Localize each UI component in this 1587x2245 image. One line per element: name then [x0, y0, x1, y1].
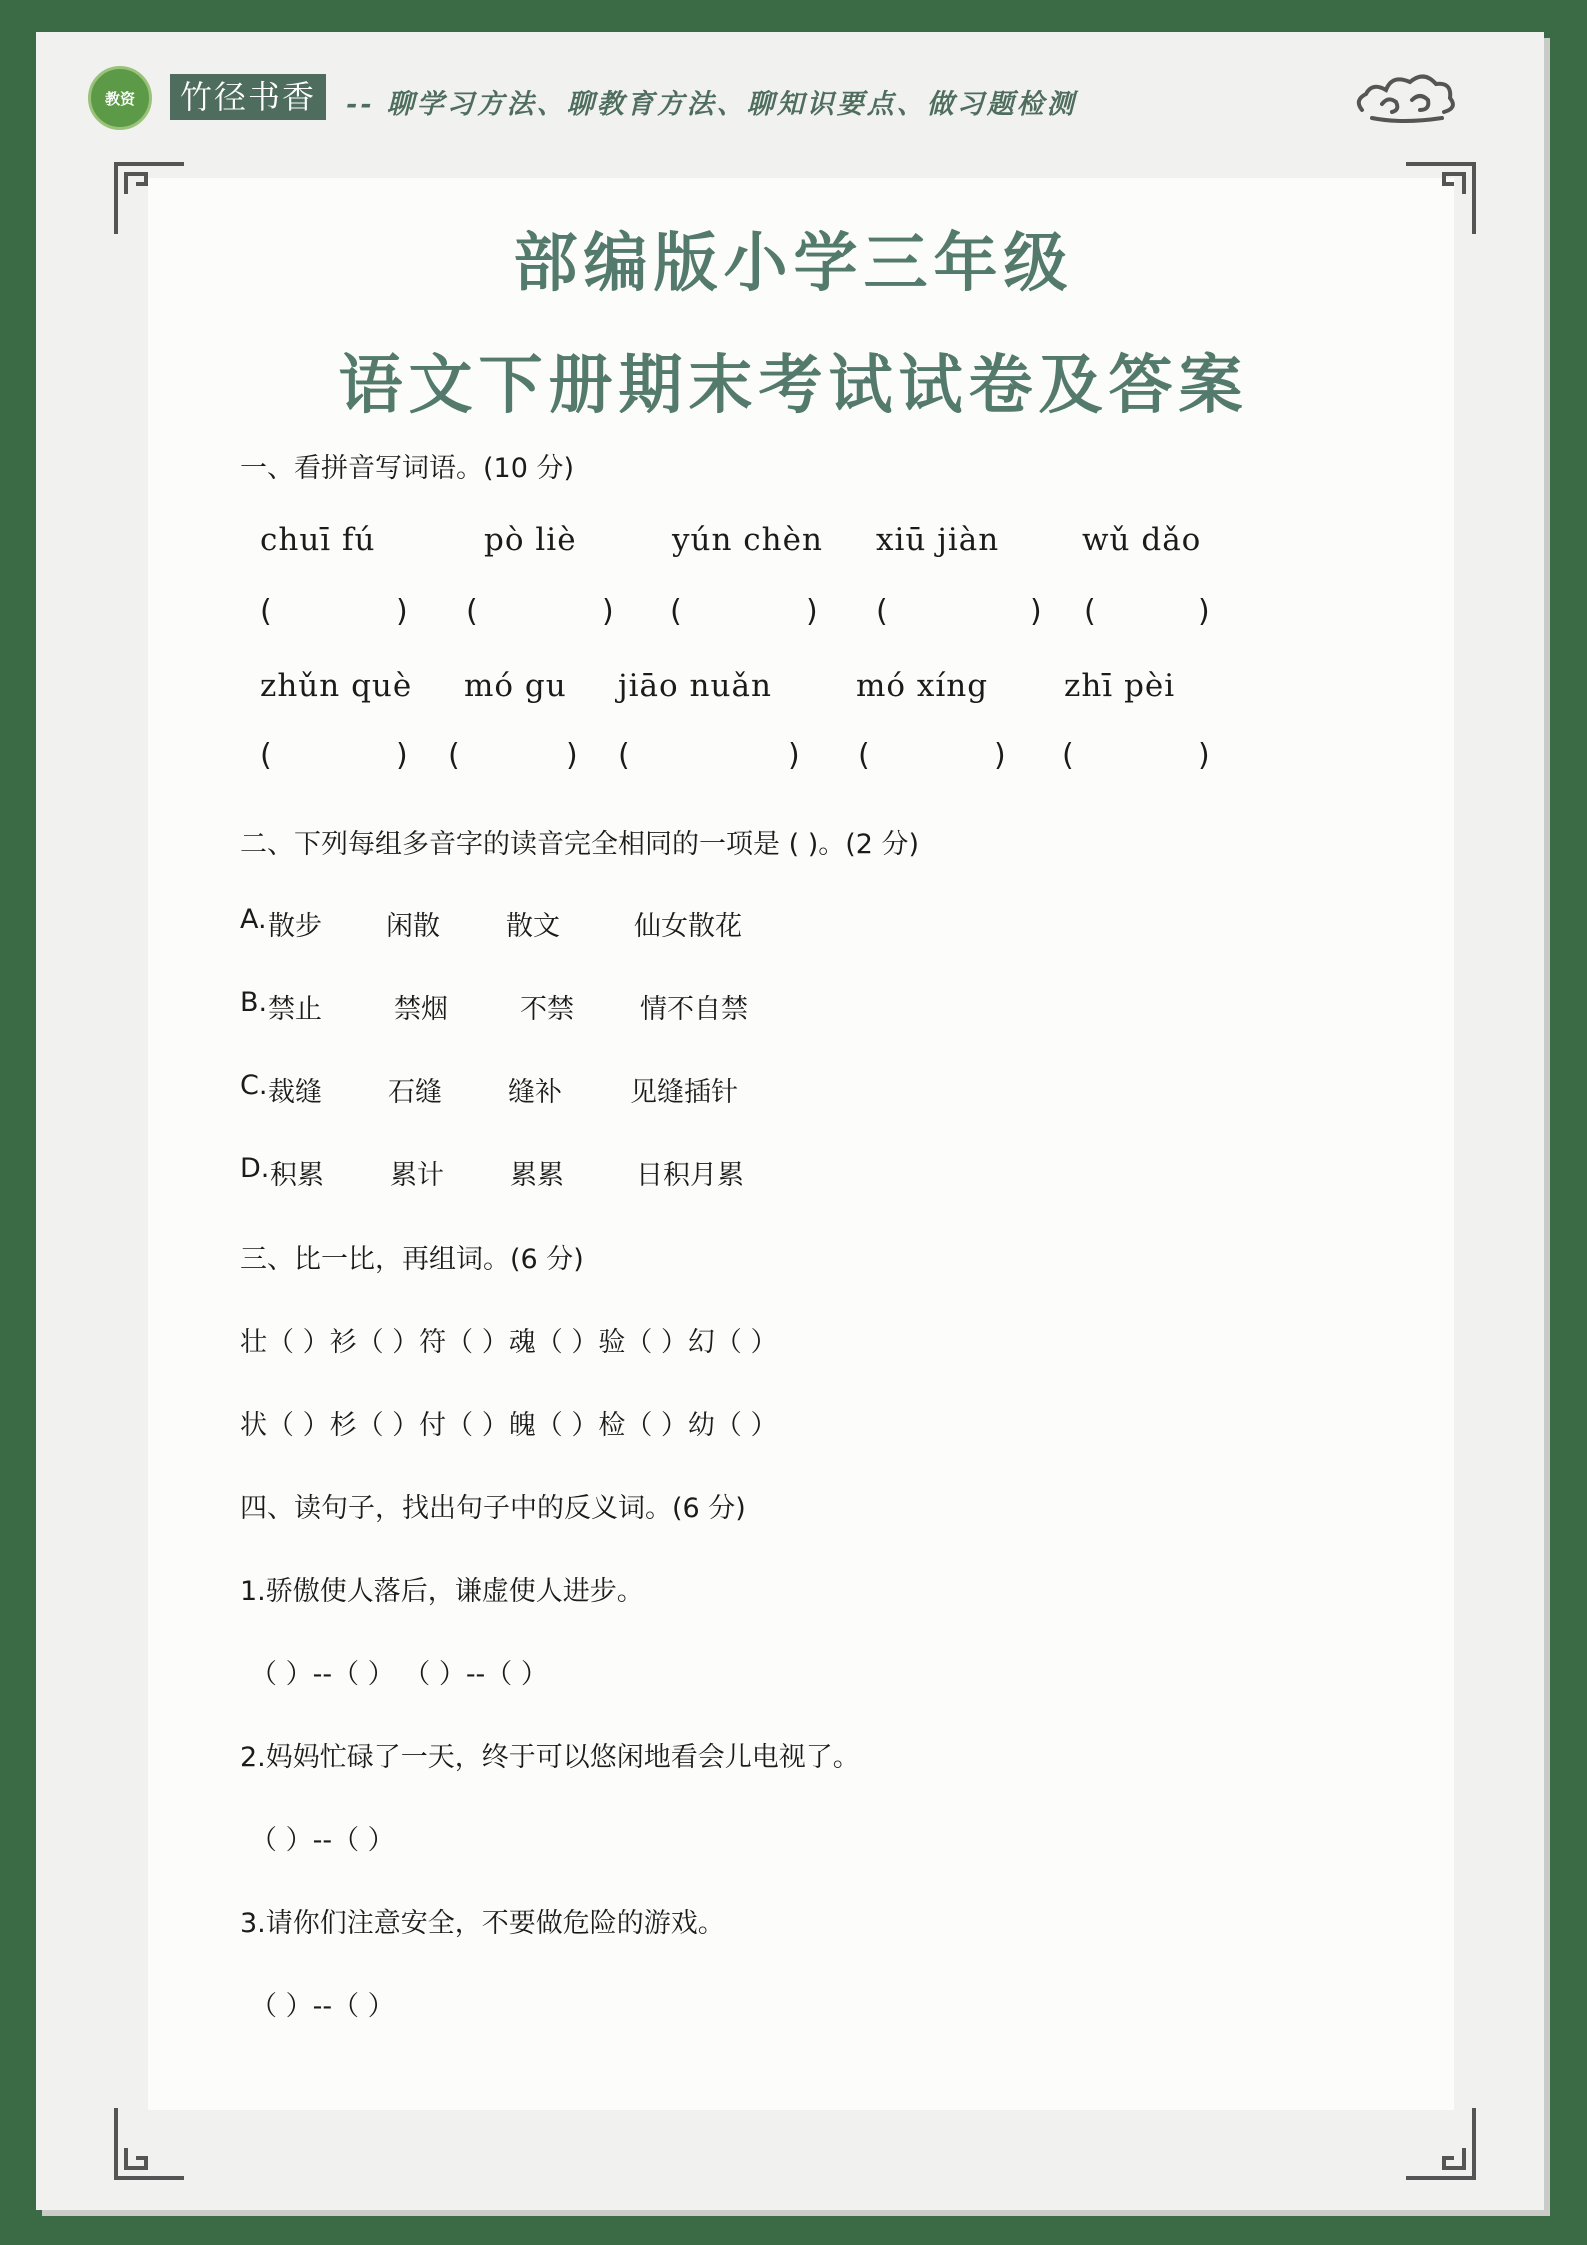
answer-paren-close-1-2: )	[602, 594, 614, 629]
corner-ornament-bottom-right-icon	[1398, 2108, 1478, 2182]
option-d-word-2: 累计	[390, 1160, 444, 1191]
pinyin-1-2: pò liè	[484, 522, 577, 558]
option-c-label: C.	[240, 1070, 268, 1101]
header-tagline: -- 聊学习方法、聊教育方法、聊知识要点、做习题检测	[346, 89, 1077, 120]
answer-paren-open-2-1: (	[260, 738, 272, 773]
q4-heading: 四、读句子，找出句子中的反义词。(6 分)	[240, 1493, 746, 1524]
answer-paren-open-2-5: (	[1062, 738, 1074, 773]
answer-paren-close-2-2: )	[566, 738, 578, 773]
pinyin-2-1: zhǔn què	[260, 668, 413, 704]
pinyin-1-4: xiū jiàn	[876, 522, 1000, 558]
q3-row-2: 状（ ）杉（ ）付（ ）魄（ ）检（ ）幼（ ）	[240, 1410, 778, 1441]
logo-text: 教资	[104, 89, 135, 108]
pinyin-2-5: zhī pèi	[1064, 668, 1176, 704]
answer-paren-open-1-2: (	[466, 594, 478, 629]
brand-name: 竹径书香	[170, 74, 326, 120]
q4-sentence-1: 1.骄傲使人落后，谦虚使人进步。	[240, 1576, 644, 1607]
answer-paren-open-1-5: (	[1084, 594, 1096, 629]
pinyin-2-2: mó gu	[464, 668, 567, 704]
option-a-word-2: 闲散	[386, 911, 440, 942]
q1-heading: 一、看拼音写词语。(10 分)	[240, 453, 575, 484]
answer-paren-open-2-3: (	[618, 738, 630, 773]
answer-paren-open-2-2: (	[448, 738, 460, 773]
pinyin-1-1: chuī fú	[260, 522, 376, 558]
answer-paren-close-1-1: )	[396, 594, 408, 629]
q4-sentence-2: 2.妈妈忙碌了一天，终于可以悠闲地看会儿电视了。	[240, 1742, 860, 1773]
answer-paren-close-1-3: )	[806, 594, 818, 629]
corner-ornament-bottom-left-icon	[112, 2108, 192, 2182]
option-b-word-2: 禁烟	[394, 994, 448, 1025]
option-b-word-1: 禁止	[268, 994, 322, 1025]
answer-paren-close-2-4: )	[994, 738, 1006, 773]
answer-paren-close-2-1: )	[396, 738, 408, 773]
option-c-word-2: 石缝	[388, 1077, 442, 1108]
q4-sentence-3: 3.请你们注意安全，不要做危险的游戏。	[240, 1908, 725, 1939]
option-c-word-3: 缝补	[508, 1077, 562, 1108]
option-a-word-3: 散文	[506, 911, 560, 942]
answer-paren-open-1-3: (	[670, 594, 682, 629]
q2-heading: 二、下列每组多音字的读音完全相同的一项是 ( )。(2 分)	[240, 829, 920, 860]
q3-row-1: 壮（ ）衫（ ）符（ ）魂（ ）验（ ）幻（ ）	[240, 1327, 778, 1358]
answer-paren-open-1-4: (	[876, 594, 888, 629]
q3-heading: 三、比一比，再组词。(6 分)	[240, 1244, 584, 1275]
answer-paren-close-2-3: )	[788, 738, 800, 773]
option-d-word-3: 累累	[510, 1160, 564, 1191]
q4-answer-1: （ ）--（ ） （ ）--（ ）	[250, 1659, 548, 1690]
pinyin-1-5: wǔ dǎo	[1082, 522, 1202, 558]
pinyin-1-3: yún chèn	[672, 522, 823, 558]
option-d-word-1: 积累	[270, 1160, 324, 1191]
pinyin-2-3: jiāo nuǎn	[618, 668, 772, 704]
option-b-word-3: 不禁	[520, 994, 574, 1025]
option-c-word-4: 见缝插针	[630, 1077, 738, 1108]
option-d-word-4: 日积月累	[636, 1160, 744, 1191]
answer-paren-close-1-5: )	[1198, 594, 1210, 629]
option-b-label: B.	[240, 987, 268, 1018]
answer-paren-close-1-4: )	[1030, 594, 1042, 629]
option-c-word-1: 裁缝	[268, 1077, 322, 1108]
option-a-word-4: 仙女散花	[634, 911, 742, 942]
pinyin-2-4: mó xíng	[856, 668, 989, 704]
option-a-label: A.	[240, 904, 267, 935]
option-d-label: D.	[240, 1153, 270, 1184]
q4-answer-2: （ ）--（ ）	[250, 1825, 395, 1856]
option-a-word-1: 散步	[268, 911, 322, 942]
option-b-word-4: 情不自禁	[640, 994, 748, 1025]
cloud-ornament-icon	[1352, 60, 1462, 130]
q4-answer-3: （ ）--（ ）	[250, 1991, 395, 2022]
answer-paren-open-2-4: (	[858, 738, 870, 773]
answer-paren-open-1-1: (	[260, 594, 272, 629]
logo-badge	[88, 66, 152, 130]
answer-paren-close-2-5: )	[1198, 738, 1210, 773]
title-line-2: 语文下册期末考试试卷及答案	[338, 349, 1249, 423]
title-line-1: 部编版小学三年级	[513, 227, 1074, 301]
